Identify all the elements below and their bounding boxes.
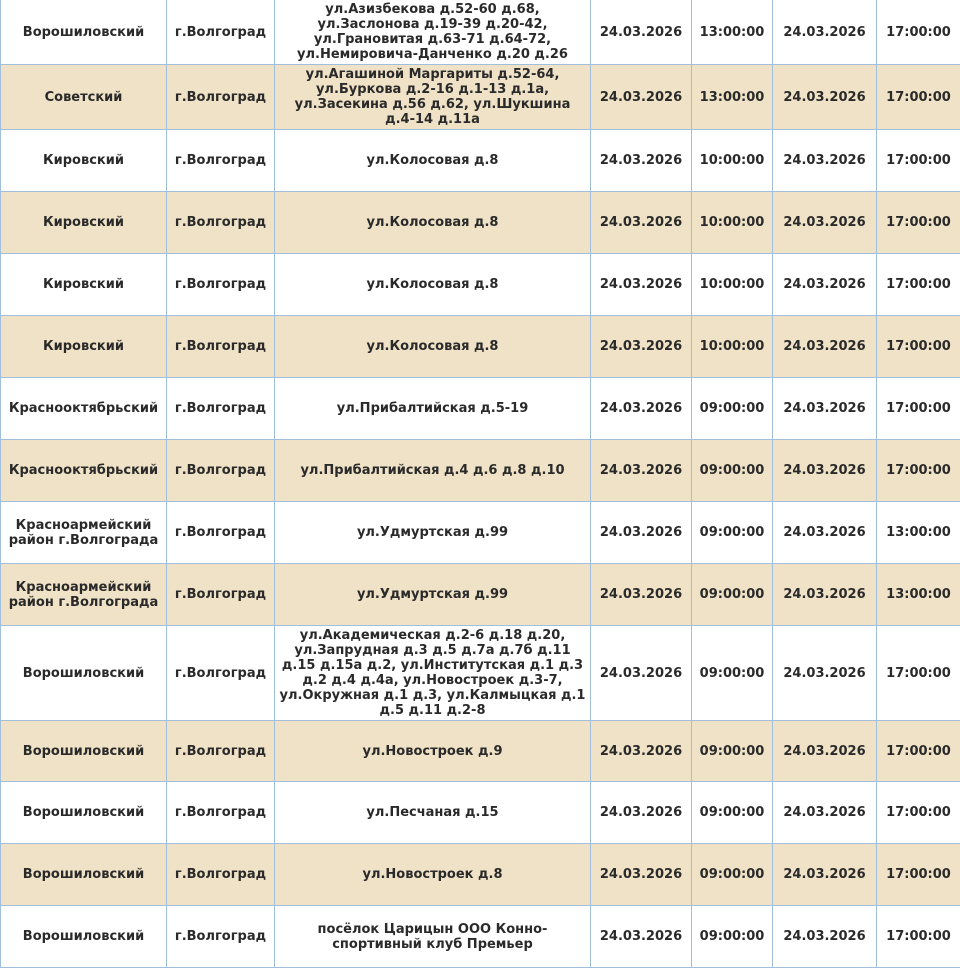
district-cell: Краснооктябрьский [1,440,167,502]
district-cell: Кировский [1,254,167,316]
end-time-cell: 17:00:00 [877,130,960,192]
start-date-cell: 24.03.2026 [591,502,692,564]
address-cell: посёлок Царицын ООО Конно-спортивный клуб Премьер [275,906,591,968]
address-cell: ул.Колосовая д.8 [275,316,591,378]
city-cell: г.Волгоград [167,906,275,968]
table-row [1,440,960,502]
city-cell: г.Волгоград [167,564,275,626]
start-date-cell: 24.03.2026 [591,65,692,130]
address-cell: ул.Песчаная д.15 [275,782,591,844]
start-time-cell: 09:00:00 [692,782,773,844]
end-date-cell: 24.03.2026 [773,721,877,782]
table-row [1,192,960,254]
start-date-cell: 24.03.2026 [591,564,692,626]
district-cell: Ворошиловский [1,721,167,782]
start-date-cell: 24.03.2026 [591,721,692,782]
start-date-cell: 24.03.2026 [591,844,692,906]
district-cell: Ворошиловский [1,906,167,968]
start-date-cell: 24.03.2026 [591,378,692,440]
address-cell: ул.Новострoек д.9 [275,721,591,782]
table-row [1,254,960,316]
end-date-cell: 24.03.2026 [773,254,877,316]
table-row [1,130,960,192]
address-cell: ул.Удмуртская д.99 [275,502,591,564]
city-cell: г.Волгоград [167,316,275,378]
table-row [1,316,960,378]
start-time-cell: 10:00:00 [692,192,773,254]
start-time-cell: 13:00:00 [692,0,773,65]
table-row [1,378,960,440]
start-date-cell: 24.03.2026 [591,254,692,316]
start-date-cell: 24.03.2026 [591,192,692,254]
start-date-cell: 24.03.2026 [591,782,692,844]
district-cell: Кировский [1,316,167,378]
end-date-cell: 24.03.2026 [773,626,877,721]
city-cell: г.Волгоград [167,130,275,192]
start-time-cell: 09:00:00 [692,844,773,906]
district-cell: Ворошиловский [1,782,167,844]
table-row [1,626,960,721]
end-date-cell: 24.03.2026 [773,130,877,192]
end-time-cell: 17:00:00 [877,254,960,316]
start-date-cell: 24.03.2026 [591,130,692,192]
start-date-cell: 24.03.2026 [591,316,692,378]
city-cell: г.Волгоград [167,440,275,502]
end-date-cell: 24.03.2026 [773,502,877,564]
start-date-cell: 24.03.2026 [591,440,692,502]
start-time-cell: 09:00:00 [692,502,773,564]
table-row [1,65,960,130]
start-date-cell: 24.03.2026 [591,0,692,65]
address-cell: ул.Академическая д.2-6 д.18 д.20, ул.Запрудная д.3 д.5 д.7а д.7б д.11 д.15 д.15а д.2, ул.Институтская д.1 д.3 д.2 д.4 д.4а, ул.Новострoек д.3-7, ул.Окружная д.1 д.3, ул.Калмыцкая д.1 д.5 д.11 д.2-8 [275,626,591,721]
table-row [1,782,960,844]
end-time-cell: 17:00:00 [877,440,960,502]
start-time-cell: 10:00:00 [692,316,773,378]
address-cell: ул.Прибалтийская д.4 д.6 д.8 д.10 [275,440,591,502]
table-row [1,721,960,782]
address-cell: ул.Колосовая д.8 [275,130,591,192]
address-cell: ул.Колосовая д.8 [275,254,591,316]
district-cell: Ворошиловский [1,626,167,721]
start-time-cell: 10:00:00 [692,130,773,192]
start-time-cell: 09:00:00 [692,564,773,626]
end-date-cell: 24.03.2026 [773,844,877,906]
end-date-cell: 24.03.2026 [773,192,877,254]
city-cell: г.Волгоград [167,192,275,254]
end-time-cell: 17:00:00 [877,906,960,968]
start-time-cell: 09:00:00 [692,906,773,968]
end-date-cell: 24.03.2026 [773,782,877,844]
end-time-cell: 17:00:00 [877,0,960,65]
city-cell: г.Волгоград [167,626,275,721]
city-cell: г.Волгоград [167,0,275,65]
table-row [1,844,960,906]
address-cell: ул.Прибалтийская д.5-19 [275,378,591,440]
end-time-cell: 17:00:00 [877,721,960,782]
end-time-cell: 17:00:00 [877,626,960,721]
address-cell: ул.Азизбекова д.52-60 д.68, ул.Заслонова д.19-39 д.20-42, ул.Гранoвитая д.63-71 д.64-72, ул.Немировича-Данченко д.20 д.26 [275,0,591,65]
start-date-cell: 24.03.2026 [591,906,692,968]
table-row [1,502,960,564]
city-cell: г.Волгоград [167,782,275,844]
table-row [1,564,960,626]
address-cell: ул.Новострoек д.8 [275,844,591,906]
district-cell: Ворошиловский [1,0,167,65]
end-date-cell: 24.03.2026 [773,906,877,968]
address-cell: ул.Агашиной Маргариты д.52-64, ул.Буркова д.2-16 д.1-13 д.1а, ул.Засекина д.56 д.62, ул.Шукшина д.4-14 д.11а [275,65,591,130]
start-date-cell: 24.03.2026 [591,626,692,721]
address-cell: ул.Удмуртская д.99 [275,564,591,626]
end-date-cell: 24.03.2026 [773,378,877,440]
end-time-cell: 13:00:00 [877,564,960,626]
city-cell: г.Волгоград [167,721,275,782]
city-cell: г.Волгоград [167,378,275,440]
district-cell: Кировский [1,192,167,254]
start-time-cell: 09:00:00 [692,626,773,721]
end-date-cell: 24.03.2026 [773,564,877,626]
end-time-cell: 17:00:00 [877,782,960,844]
end-time-cell: 17:00:00 [877,844,960,906]
start-time-cell: 13:00:00 [692,65,773,130]
end-date-cell: 24.03.2026 [773,0,877,65]
district-cell: Ворошиловский [1,844,167,906]
start-time-cell: 09:00:00 [692,721,773,782]
district-cell: Красноармейский район г.Волгограда [1,564,167,626]
city-cell: г.Волгоград [167,844,275,906]
city-cell: г.Волгоград [167,65,275,130]
address-cell: ул.Колосовая д.8 [275,192,591,254]
end-time-cell: 17:00:00 [877,65,960,130]
end-time-cell: 17:00:00 [877,378,960,440]
district-cell: Кировский [1,130,167,192]
district-cell: Советский [1,65,167,130]
city-cell: г.Волгоград [167,254,275,316]
start-time-cell: 09:00:00 [692,440,773,502]
district-cell: Красноармейский район г.Волгограда [1,502,167,564]
end-date-cell: 24.03.2026 [773,440,877,502]
end-time-cell: 13:00:00 [877,502,960,564]
end-date-cell: 24.03.2026 [773,316,877,378]
start-time-cell: 09:00:00 [692,378,773,440]
table-row [1,0,960,65]
end-date-cell: 24.03.2026 [773,65,877,130]
table-body [1,0,960,968]
table-row [1,906,960,968]
end-time-cell: 17:00:00 [877,316,960,378]
city-cell: г.Волгоград [167,502,275,564]
start-time-cell: 10:00:00 [692,254,773,316]
district-cell: Краснооктябрьский [1,378,167,440]
end-time-cell: 17:00:00 [877,192,960,254]
